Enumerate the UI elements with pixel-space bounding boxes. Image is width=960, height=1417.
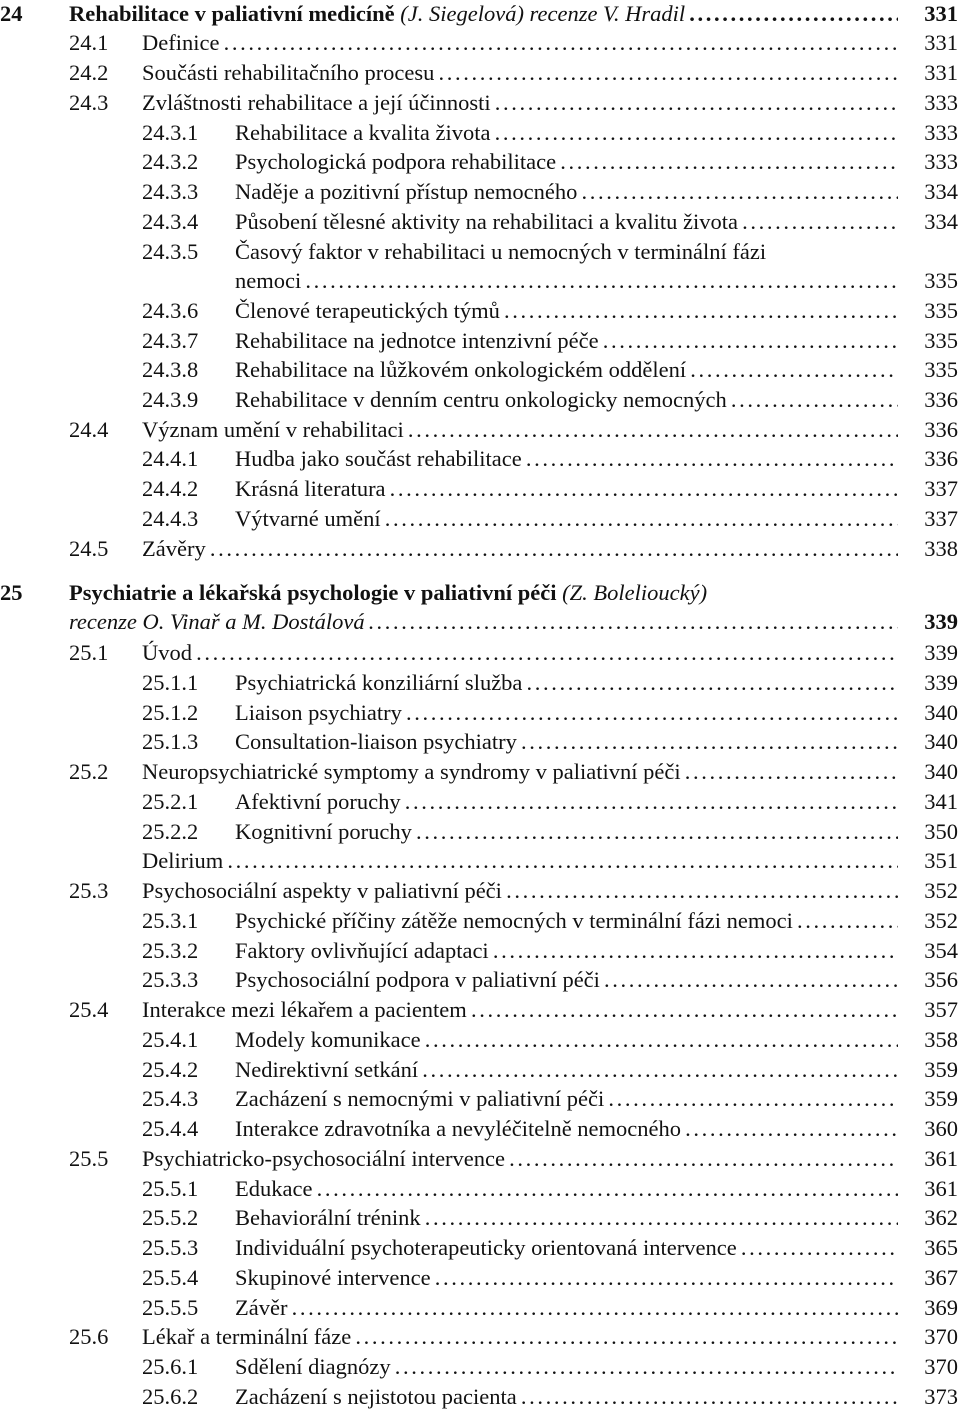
toc-entry <box>0 698 960 728</box>
entry-page: 337 <box>924 476 958 501</box>
entry-title: Consultation-liaison psychiatry . . . <box>235 727 898 757</box>
entry-page: 340 <box>924 729 958 754</box>
entry-page: 365 <box>924 1235 958 1260</box>
entry-title: Krásná literatura . . . <box>235 474 898 504</box>
toc-entry <box>0 727 960 757</box>
chapter-page: 331 <box>924 1 958 26</box>
entry-page: 362 <box>924 1205 958 1230</box>
entry-title: Interakce mezi lékařem a pacientem . . . <box>142 995 898 1025</box>
entry-title: Závěr . . . <box>235 1293 898 1323</box>
toc-chapter-25 <box>0 578 960 608</box>
entry-page: 361 <box>924 1146 958 1171</box>
toc-entry <box>0 817 960 847</box>
entry-page: 331 <box>924 30 958 55</box>
entry-number: 25.4.3 <box>142 1086 199 1111</box>
entry-number: 24.3.8 <box>142 357 199 382</box>
entry-number: 25.3.1 <box>142 908 199 933</box>
chapter-title: Psychiatrie a lékařská psychologie v paliativní péči (Z. Bolelioucký) <box>69 580 708 605</box>
entry-title: Sdělení diagnózy . . . <box>235 1352 898 1382</box>
entry-title: Rehabilitace na jednotce intenzivní péče . . . <box>235 326 898 356</box>
entry-number: 25.6.1 <box>142 1354 199 1379</box>
toc-entry <box>0 1203 960 1233</box>
toc-entry <box>0 1322 960 1352</box>
entry-title: Liaison psychiatry . . . <box>235 698 898 728</box>
entry-number: 24.3.9 <box>142 387 199 412</box>
entry-title: Rehabilitace a kvalita života . . . <box>235 118 898 148</box>
entry-page: 354 <box>924 938 958 963</box>
entry-page: 356 <box>924 967 958 992</box>
entry-page: 335 <box>924 268 958 293</box>
chapter-page: 339 <box>924 609 958 634</box>
entry-title: Behaviorální trénink . . . <box>235 1203 898 1233</box>
entry-title: Závěry . . . <box>142 534 898 564</box>
toc-entry <box>0 787 960 817</box>
toc-entry <box>0 326 960 356</box>
entry-title: Význam umění v rehabilitaci . . . <box>142 415 898 445</box>
toc-entry <box>0 296 960 326</box>
toc-entry <box>0 118 960 148</box>
entry-page: 336 <box>924 387 958 412</box>
entry-title: Nedirektivní setkání . . . <box>235 1055 898 1085</box>
entry-number: 24.3.2 <box>142 149 199 174</box>
entry-page: 339 <box>924 670 958 695</box>
entry-title: Naděje a pozitivní přístup nemocného . . . <box>235 177 898 207</box>
entry-page: 352 <box>924 908 958 933</box>
entry-title: Zacházení s nemocnými v paliativní péči . . . <box>235 1084 898 1114</box>
entry-page: 352 <box>924 878 958 903</box>
entry-number: 25.5.5 <box>142 1295 199 1320</box>
entry-number: 25.3 <box>69 878 109 903</box>
toc-entry <box>0 415 960 445</box>
entry-page: 359 <box>924 1057 958 1082</box>
entry-title: Skupinové intervence . . . <box>235 1263 898 1293</box>
entry-page: 334 <box>924 209 958 234</box>
entry-number: 24.3 <box>69 90 109 115</box>
toc-entry <box>0 965 960 995</box>
entry-title: Výtvarné umění . . . <box>235 504 898 534</box>
toc-entry <box>0 1144 960 1174</box>
entry-number: 24.3.5 <box>142 239 199 264</box>
toc-entry <box>0 757 960 787</box>
entry-number: 25.4.1 <box>142 1027 199 1052</box>
entry-number: 24.3.7 <box>142 328 199 353</box>
entry-number: 24.2 <box>69 60 109 85</box>
entry-title: Psychiatricko-psychosociální intervence . . . <box>142 1144 898 1174</box>
entry-number: 25.1.2 <box>142 700 199 725</box>
entry-page: 341 <box>924 789 958 814</box>
toc-entry <box>0 58 960 88</box>
toc-entry <box>0 638 960 668</box>
entry-page: 331 <box>924 60 958 85</box>
entry-number: 25.2.2 <box>142 819 199 844</box>
entry-page: 334 <box>924 179 958 204</box>
entry-title: nemoci . . . <box>235 266 898 296</box>
entry-number: 24.4.3 <box>142 506 199 531</box>
toc-entry <box>0 355 960 385</box>
toc-entry <box>0 1233 960 1263</box>
entry-number: 25.3.3 <box>142 967 199 992</box>
entry-page: 335 <box>924 298 958 323</box>
entry-title: Afektivní poruchy . . . <box>235 787 898 817</box>
toc-entry <box>0 1114 960 1144</box>
entry-title: Psychosociální podpora v paliativní péči . . . <box>235 965 898 995</box>
entry-page: 333 <box>924 149 958 174</box>
chapter-reviewers: recenze O. Vinař a M. Dostálová . . . <box>69 607 898 637</box>
entry-number: 25.5 <box>69 1146 109 1171</box>
entry-title: Rehabilitace na lůžkovém onkologickém oddělení . . . <box>235 355 898 385</box>
toc-entry <box>0 504 960 534</box>
toc-entry <box>0 906 960 936</box>
entry-number: 24.4.1 <box>142 446 199 471</box>
entry-title: Časový faktor v rehabilitaci u nemocných v terminální fázi <box>235 239 767 264</box>
toc-entry <box>0 28 960 58</box>
toc-entry <box>0 995 960 1025</box>
entry-page: 350 <box>924 819 958 844</box>
entry-page: 367 <box>924 1265 958 1290</box>
entry-title: Psychické příčiny zátěže nemocných v terminální fázi nemoci . . . <box>235 906 898 936</box>
toc-entry <box>0 1382 960 1412</box>
toc-entry <box>0 1084 960 1114</box>
entry-title: Psychosociální aspekty v paliativní péči . . . <box>142 876 898 906</box>
toc-entry <box>0 207 960 237</box>
entry-number: 25.4.4 <box>142 1116 199 1141</box>
toc-entry <box>0 668 960 698</box>
toc-entry <box>0 1055 960 1085</box>
entry-page: 369 <box>924 1295 958 1320</box>
entry-page: 360 <box>924 1116 958 1141</box>
entry-title: Delirium . . . <box>142 846 898 876</box>
toc-entry <box>0 444 960 474</box>
entry-title: Součásti rehabilitačního procesu . . . <box>142 58 898 88</box>
chapter-number: 24 <box>0 1 23 26</box>
toc-entry <box>0 177 960 207</box>
entry-title: Neuropsychiatrické symptomy a syndromy v paliativní péči . . . <box>142 757 898 787</box>
entry-page: 340 <box>924 759 958 784</box>
entry-title: Působení tělesné aktivity na rehabilitaci a kvalitu života . . . <box>235 207 898 237</box>
entry-title: Zacházení s nejistotou pacienta . . . <box>235 1382 898 1412</box>
toc-entry <box>0 385 960 415</box>
entry-title: Členové terapeutických týmů . . . <box>235 296 898 326</box>
toc-chapter-24 <box>0 0 960 29</box>
entry-number: 25.5.4 <box>142 1265 199 1290</box>
chapter-number: 25 <box>0 580 23 605</box>
entry-page: 336 <box>924 417 958 442</box>
entry-title: Hudba jako součást rehabilitace . . . <box>235 444 898 474</box>
entry-page: 340 <box>924 700 958 725</box>
toc-entry <box>0 1263 960 1293</box>
chapter-title: Rehabilitace v paliativní medicíně (J. Siegelová) recenze V. Hradil . . . <box>69 0 898 29</box>
toc-entry <box>0 266 960 296</box>
entry-number: 25.1.1 <box>142 670 199 695</box>
entry-number: 25.6.2 <box>142 1384 199 1409</box>
entry-title: Edukace . . . <box>235 1174 898 1204</box>
entry-page: 370 <box>924 1324 958 1349</box>
entry-number: 25.5.3 <box>142 1235 199 1260</box>
toc-entry <box>0 88 960 118</box>
toc-entry <box>0 876 960 906</box>
toc-entry <box>0 147 960 177</box>
entry-number: 24.5 <box>69 536 109 561</box>
entry-page: 361 <box>924 1176 958 1201</box>
toc-entry <box>0 1352 960 1382</box>
entry-number: 25.1 <box>69 640 109 665</box>
entry-number: 25.1.3 <box>142 729 199 754</box>
toc-entry <box>0 474 960 504</box>
entry-title: Individuální psychoterapeuticky orientovaná intervence . . . <box>235 1233 898 1263</box>
entry-page: 335 <box>924 328 958 353</box>
entry-number: 24.1 <box>69 30 109 55</box>
entry-title: Faktory ovlivňující adaptaci . . . <box>235 936 898 966</box>
entry-title: Psychologická podpora rehabilitace . . . <box>235 147 898 177</box>
entry-title: Úvod . . . <box>142 638 898 668</box>
toc-entry <box>0 846 960 876</box>
entry-page: 335 <box>924 357 958 382</box>
entry-number: 25.2.1 <box>142 789 199 814</box>
entry-title: Interakce zdravotníka a nevyléčitelně nemocného . . . <box>235 1114 898 1144</box>
entry-page: 333 <box>924 120 958 145</box>
entry-title: Modely komunikace . . . <box>235 1025 898 1055</box>
entry-page: 337 <box>924 506 958 531</box>
entry-title: Lékař a terminální fáze . . . <box>142 1322 898 1352</box>
entry-number: 25.4 <box>69 997 109 1022</box>
toc-entry <box>0 1293 960 1323</box>
toc-entry <box>0 936 960 966</box>
entry-number: 25.4.2 <box>142 1057 199 1082</box>
entry-number: 24.4.2 <box>142 476 199 501</box>
entry-page: 351 <box>924 848 958 873</box>
entry-page: 336 <box>924 446 958 471</box>
entry-number: 24.3.1 <box>142 120 199 145</box>
toc-entry <box>0 1174 960 1204</box>
toc-entry <box>0 1025 960 1055</box>
entry-title: Definice . . . <box>142 28 898 58</box>
entry-title: Kognitivní poruchy . . . <box>235 817 898 847</box>
entry-number: 25.6 <box>69 1324 109 1349</box>
entry-number: 24.3.3 <box>142 179 199 204</box>
entry-page: 359 <box>924 1086 958 1111</box>
entry-number: 24.3.4 <box>142 209 199 234</box>
entry-title: Psychiatrická konziliární služba . . . <box>235 668 898 698</box>
entry-page: 339 <box>924 640 958 665</box>
toc-entry <box>0 534 960 564</box>
entry-number: 25.2 <box>69 759 109 784</box>
entry-title: Zvláštnosti rehabilitace a její účinnosti . . . <box>142 88 898 118</box>
entry-page: 357 <box>924 997 958 1022</box>
entry-title: Rehabilitace v denním centru onkologicky nemocných . . . <box>235 385 898 415</box>
entry-number: 25.3.2 <box>142 938 199 963</box>
entry-number: 24.3.6 <box>142 298 199 323</box>
toc-entry <box>0 237 960 267</box>
entry-number: 25.5.1 <box>142 1176 199 1201</box>
entry-page: 358 <box>924 1027 958 1052</box>
entry-page: 370 <box>924 1354 958 1379</box>
toc-chapter-25-reviewers <box>0 607 960 637</box>
entry-number: 25.5.2 <box>142 1205 199 1230</box>
entry-number: 24.4 <box>69 417 109 442</box>
entry-page: 338 <box>924 536 958 561</box>
entry-page: 333 <box>924 90 958 115</box>
entry-page: 373 <box>924 1384 958 1409</box>
